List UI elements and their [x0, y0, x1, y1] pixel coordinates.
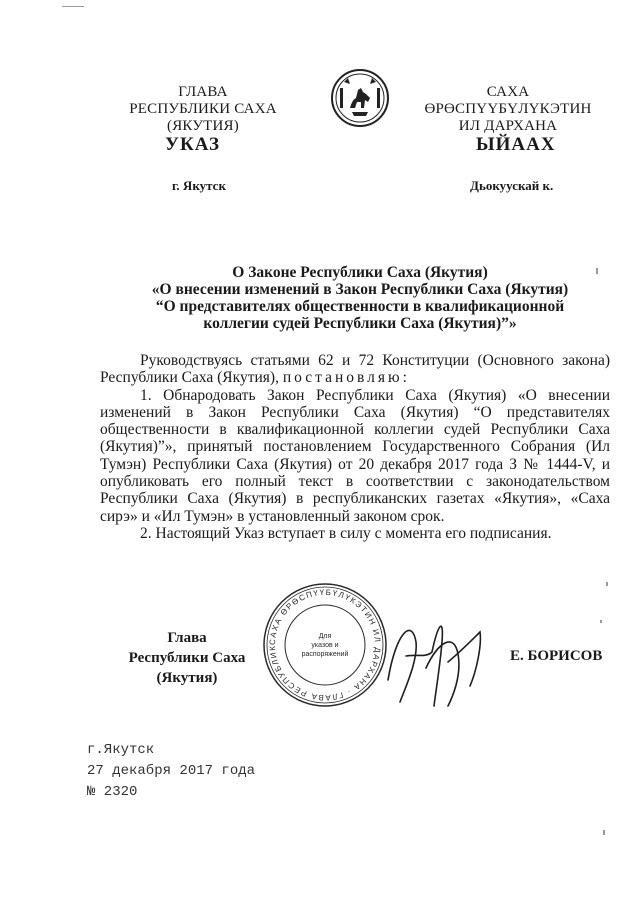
scan-artifact	[62, 6, 84, 7]
official-seal	[262, 582, 388, 708]
issuer-sah	[408, 84, 608, 135]
title-line1: О Законе Республики Саха (Якутия)	[232, 264, 488, 281]
issuer-ru	[92, 84, 314, 135]
title-line4: коллегии судей Республики Саха (Якутия)”»	[203, 315, 517, 332]
issuer-ru-line1: ГЛАВА	[178, 84, 228, 100]
registration-city: г.Якутск	[87, 742, 155, 758]
registration-date: 27 декабря 2017 года	[87, 763, 256, 779]
body-intro-keyword: постановляю:	[282, 369, 410, 387]
body-item-2: 2. Настоящий Указ вступает в силу с момента его подписания.	[140, 524, 552, 542]
issuer-ru-line2: РЕСПУБЛИКИ САХА (ЯКУТИЯ)	[129, 101, 277, 134]
scan-artifact	[596, 268, 598, 274]
issuer-sah-line1: САХА ӨРӨСПҮҮБҮЛҮКЭТИН	[424, 84, 592, 117]
scan-artifact	[603, 830, 605, 835]
document-title	[100, 264, 620, 332]
seal-center-line1: Для	[318, 633, 332, 640]
seal-outer-text: САХА ӨРӨСПҮҮБҮЛҮКЭТИН ИЛ ДАРХАНА · ГЛАВА РЕСПУБЛИК	[267, 587, 383, 703]
seal-center-line2: указов и	[311, 642, 339, 649]
signatory-title-line2: Республики Саха (Якутия)	[128, 650, 246, 686]
title-line3: “О представителях общественности в квалификационной	[155, 298, 565, 315]
registration-info	[87, 740, 255, 803]
handwritten-signature	[382, 602, 487, 710]
signatory-name: Е. БОРИСОВ	[510, 648, 603, 664]
title-line2: «О внесении изменений в Закон Республики Саха (Якутия)	[151, 281, 569, 298]
body-intro	[100, 352, 610, 387]
place-sah: Дьокуускай к.	[470, 178, 554, 193]
scan-artifact	[606, 582, 608, 586]
document-body	[100, 352, 610, 542]
issuer-sah-line2: ИЛ ДАРХАНА	[458, 118, 558, 134]
signatory-title	[98, 628, 276, 688]
decree-label-sah: ЫЙААХ	[476, 134, 556, 155]
coat-of-arms-icon	[330, 68, 390, 128]
seal-center-line3: распоряжений	[301, 651, 349, 658]
scan-artifact	[600, 620, 602, 623]
decree-label-ru: УКАЗ	[165, 134, 220, 155]
body-item-1: 1. Обнародовать Закон Республики Саха (Якутия) «О внесении изменений в Закон Республики Саха (Якутия) “О представителях общественности в квалификационной коллегии судей Республики Саха (Якутия)”», принятый постановлением Государственного Собрания (Ил Тумэн) Республики Саха (Якутия) от 20 декабря 2017 года З № 1444-V, и опубликовать его полный текст в соответствии с законодательством Республики Саха (Якутия) в республиканских газетах «Якутия», «Саха сирэ» и «Ил Тумэн» в установленный законом срок.	[100, 386, 610, 525]
body-intro-text: Руководствуясь статьями 62 и 72 Конституции (Основного закона) Республики Саха (Якутия),	[100, 352, 610, 387]
registration-number: № 2320	[87, 784, 138, 800]
signatory-title-line1: Глава	[167, 630, 207, 646]
place-ru: г. Якутск	[172, 178, 226, 193]
